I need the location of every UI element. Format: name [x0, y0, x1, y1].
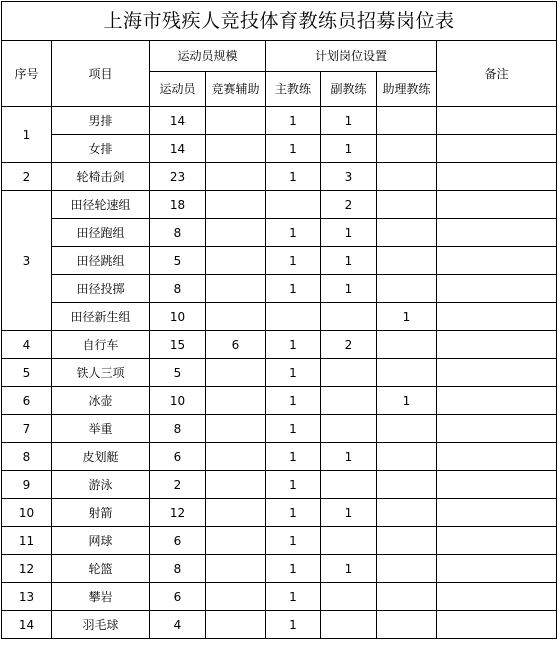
cell-assistant-coach: 2	[321, 331, 377, 359]
cell-competition-aux	[206, 387, 266, 415]
cell-head-coach: 1	[266, 499, 321, 527]
cell-aide-coach	[377, 527, 437, 555]
cell-aide-coach	[377, 247, 437, 275]
cell-seq: 14	[2, 611, 52, 639]
cell-seq: 6	[2, 387, 52, 415]
cell-aide-coach	[377, 611, 437, 639]
cell-seq: 5	[2, 359, 52, 387]
cell-aide-coach	[377, 275, 437, 303]
cell-aide-coach	[377, 583, 437, 611]
table-row	[2, 135, 557, 163]
table-row	[2, 219, 557, 247]
cell-assistant-coach	[321, 359, 377, 387]
table-row	[2, 499, 557, 527]
cell-project: 皮划艇	[52, 443, 150, 471]
cell-competition-aux	[206, 583, 266, 611]
cell-aide-coach	[377, 443, 437, 471]
cell-remarks	[437, 387, 557, 415]
cell-assistant-coach: 1	[321, 499, 377, 527]
cell-competition-aux	[206, 359, 266, 387]
cell-athletes: 5	[150, 359, 206, 387]
cell-head-coach: 1	[266, 359, 321, 387]
cell-remarks	[437, 359, 557, 387]
cell-project: 轮椅击剑	[52, 163, 150, 191]
cell-head-coach: 1	[266, 219, 321, 247]
cell-head-coach: 1	[266, 611, 321, 639]
table-row	[2, 415, 557, 443]
cell-remarks	[437, 443, 557, 471]
cell-seq: 3	[2, 191, 52, 331]
cell-aide-coach	[377, 331, 437, 359]
cell-assistant-coach: 1	[321, 247, 377, 275]
cell-athletes: 23	[150, 163, 206, 191]
header-head-coach: 主教练	[266, 72, 321, 107]
cell-athletes: 12	[150, 499, 206, 527]
cell-competition-aux	[206, 135, 266, 163]
cell-project: 射箭	[52, 499, 150, 527]
cell-assistant-coach: 3	[321, 163, 377, 191]
cell-project: 田径轮速组	[52, 191, 150, 219]
header-aide-coach: 助理教练	[377, 72, 437, 107]
cell-project: 田径新生组	[52, 303, 150, 331]
cell-remarks	[437, 247, 557, 275]
cell-aide-coach: 1	[377, 387, 437, 415]
cell-competition-aux	[206, 275, 266, 303]
cell-athletes: 8	[150, 415, 206, 443]
cell-seq: 11	[2, 527, 52, 555]
cell-head-coach: 1	[266, 443, 321, 471]
cell-seq: 8	[2, 443, 52, 471]
table-row	[2, 303, 557, 331]
cell-athletes: 10	[150, 387, 206, 415]
cell-seq: 7	[2, 415, 52, 443]
cell-athletes: 5	[150, 247, 206, 275]
table-row	[2, 275, 557, 303]
table-body	[2, 2, 557, 639]
cell-head-coach: 1	[266, 135, 321, 163]
table-title: 上海市残疾人竞技体育教练员招募岗位表	[2, 2, 557, 41]
cell-assistant-coach: 1	[321, 275, 377, 303]
cell-assistant-coach: 1	[321, 135, 377, 163]
cell-competition-aux	[206, 555, 266, 583]
cell-competition-aux	[206, 527, 266, 555]
cell-project: 轮篮	[52, 555, 150, 583]
cell-project: 铁人三项	[52, 359, 150, 387]
cell-assistant-coach: 1	[321, 555, 377, 583]
cell-head-coach: 1	[266, 527, 321, 555]
header-seq: 序号	[2, 41, 52, 107]
cell-remarks	[437, 303, 557, 331]
cell-aide-coach	[377, 191, 437, 219]
cell-seq: 10	[2, 499, 52, 527]
cell-seq: 12	[2, 555, 52, 583]
cell-project: 网球	[52, 527, 150, 555]
cell-athletes: 6	[150, 583, 206, 611]
cell-aide-coach	[377, 163, 437, 191]
cell-remarks	[437, 331, 557, 359]
header-assistant-coach: 副教练	[321, 72, 377, 107]
cell-seq: 1	[2, 107, 52, 163]
cell-athletes: 6	[150, 443, 206, 471]
cell-project: 羽毛球	[52, 611, 150, 639]
cell-assistant-coach: 1	[321, 107, 377, 135]
cell-aide-coach	[377, 135, 437, 163]
cell-assistant-coach	[321, 611, 377, 639]
cell-remarks	[437, 191, 557, 219]
cell-competition-aux	[206, 415, 266, 443]
cell-assistant-coach	[321, 471, 377, 499]
cell-athletes: 10	[150, 303, 206, 331]
cell-remarks	[437, 107, 557, 135]
cell-assistant-coach: 1	[321, 219, 377, 247]
cell-project: 举重	[52, 415, 150, 443]
cell-head-coach: 1	[266, 387, 321, 415]
cell-project: 女排	[52, 135, 150, 163]
cell-head-coach: 1	[266, 331, 321, 359]
cell-athletes: 8	[150, 555, 206, 583]
cell-remarks	[437, 415, 557, 443]
cell-head-coach: 1	[266, 583, 321, 611]
cell-head-coach: 1	[266, 471, 321, 499]
cell-competition-aux	[206, 303, 266, 331]
cell-assistant-coach	[321, 415, 377, 443]
header-athletes: 运动员	[150, 72, 206, 107]
cell-competition-aux: 6	[206, 331, 266, 359]
cell-seq: 13	[2, 583, 52, 611]
cell-remarks	[437, 471, 557, 499]
cell-remarks	[437, 527, 557, 555]
cell-competition-aux	[206, 443, 266, 471]
cell-remarks	[437, 499, 557, 527]
cell-project: 自行车	[52, 331, 150, 359]
cell-remarks	[437, 555, 557, 583]
cell-competition-aux	[206, 219, 266, 247]
cell-assistant-coach	[321, 583, 377, 611]
cell-project: 田径跑组	[52, 219, 150, 247]
cell-seq: 2	[2, 163, 52, 191]
cell-head-coach: 1	[266, 247, 321, 275]
header-athlete-scale: 运动员规模	[150, 41, 266, 72]
table-row	[2, 611, 557, 639]
table-row	[2, 359, 557, 387]
cell-aide-coach: 1	[377, 303, 437, 331]
cell-assistant-coach	[321, 303, 377, 331]
cell-head-coach: 1	[266, 275, 321, 303]
table-row	[2, 443, 557, 471]
cell-remarks	[437, 219, 557, 247]
cell-athletes: 2	[150, 471, 206, 499]
cell-remarks	[437, 163, 557, 191]
cell-assistant-coach	[321, 527, 377, 555]
cell-athletes: 15	[150, 331, 206, 359]
table-row	[2, 191, 557, 219]
cell-competition-aux	[206, 107, 266, 135]
table-row	[2, 471, 557, 499]
table-row	[2, 331, 557, 359]
header-project: 项目	[52, 41, 150, 107]
cell-remarks	[437, 135, 557, 163]
cell-aide-coach	[377, 219, 437, 247]
table-row	[2, 387, 557, 415]
cell-athletes: 18	[150, 191, 206, 219]
cell-seq: 4	[2, 331, 52, 359]
cell-remarks	[437, 583, 557, 611]
recruitment-table	[1, 1, 557, 639]
table-row	[2, 107, 557, 135]
cell-project: 田径跳组	[52, 247, 150, 275]
cell-athletes: 4	[150, 611, 206, 639]
cell-aide-coach	[377, 359, 437, 387]
cell-seq: 9	[2, 471, 52, 499]
cell-athletes: 8	[150, 219, 206, 247]
cell-assistant-coach: 2	[321, 191, 377, 219]
cell-aide-coach	[377, 499, 437, 527]
cell-competition-aux	[206, 611, 266, 639]
cell-project: 冰壶	[52, 387, 150, 415]
cell-competition-aux	[206, 499, 266, 527]
cell-competition-aux	[206, 471, 266, 499]
cell-head-coach: 1	[266, 107, 321, 135]
table-row	[2, 163, 557, 191]
cell-competition-aux	[206, 247, 266, 275]
cell-project: 游泳	[52, 471, 150, 499]
cell-head-coach: 1	[266, 555, 321, 583]
cell-competition-aux	[206, 191, 266, 219]
cell-aide-coach	[377, 471, 437, 499]
cell-aide-coach	[377, 107, 437, 135]
cell-remarks	[437, 611, 557, 639]
cell-athletes: 8	[150, 275, 206, 303]
cell-head-coach: 1	[266, 163, 321, 191]
cell-project: 田径投掷	[52, 275, 150, 303]
cell-aide-coach	[377, 555, 437, 583]
cell-head-coach	[266, 303, 321, 331]
cell-project: 男排	[52, 107, 150, 135]
table-row	[2, 555, 557, 583]
cell-assistant-coach	[321, 387, 377, 415]
cell-head-coach	[266, 191, 321, 219]
header-remarks: 备注	[437, 41, 557, 107]
cell-project: 攀岩	[52, 583, 150, 611]
header-competition-aux: 竞赛辅助	[206, 72, 266, 107]
cell-head-coach: 1	[266, 415, 321, 443]
table-row	[2, 583, 557, 611]
cell-competition-aux	[206, 163, 266, 191]
cell-assistant-coach: 1	[321, 443, 377, 471]
header-planned-positions: 计划岗位设置	[266, 41, 437, 72]
table-row	[2, 247, 557, 275]
cell-athletes: 6	[150, 527, 206, 555]
cell-athletes: 14	[150, 135, 206, 163]
cell-aide-coach	[377, 415, 437, 443]
table-row	[2, 527, 557, 555]
cell-remarks	[437, 275, 557, 303]
cell-athletes: 14	[150, 107, 206, 135]
